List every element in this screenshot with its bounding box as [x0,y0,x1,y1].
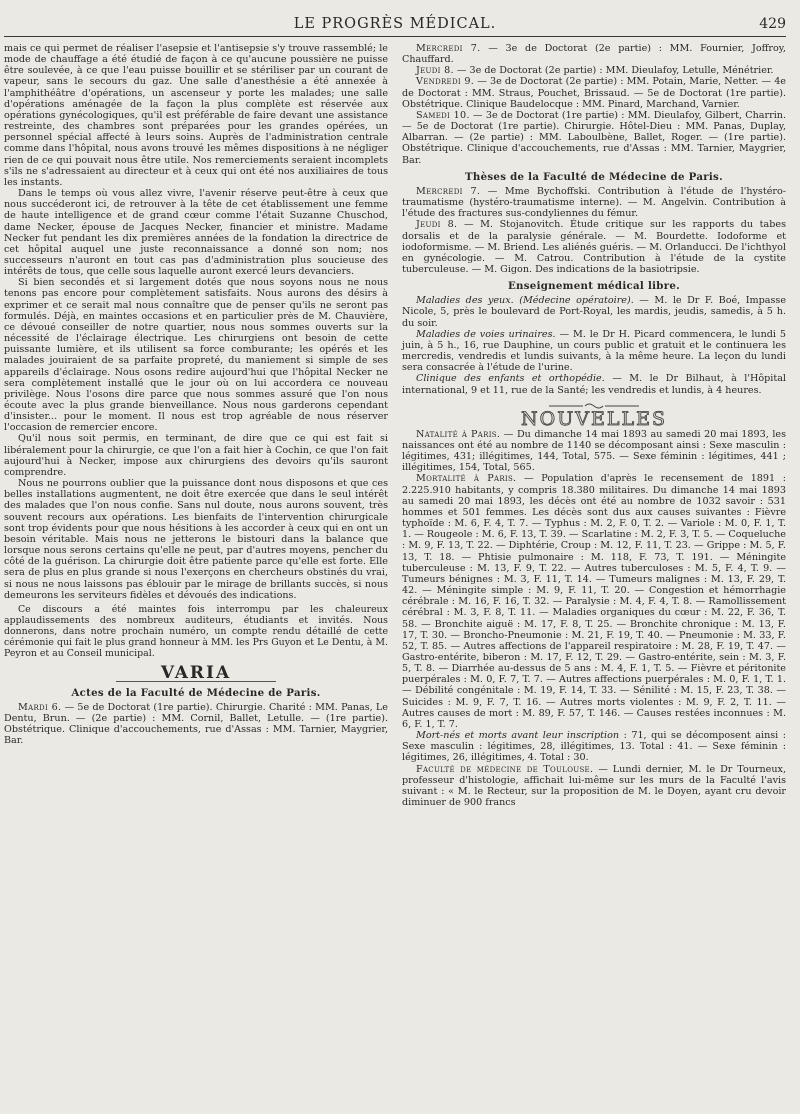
exam-entry [4,702,388,747]
news-text: — Lundi dernier, M. le Dr Tourneux, professeur d'histologie, affichait lui-même sur les murs de la Faculté l'avis suivant : « M. le Recteur, sur la proposition de M. le Doyen, ayant cru devoir diminuer de 900 francs [402,763,786,808]
body-paragraph: Nous ne pourrons oublier que la puissance dont nous disposons et que ces belles installations augmentent, ne doit être exercée que dans le seul intérêt des malades que l'on nous confie. Sans nul doute, nous aurons souvent, très souvent recours aux opérations. Les bienfaits de l'intervention chirurgicale sont trop évidents pour que nous hésitions à les accorder à ceux qui en ont un besoin véritable. Mais nous ne jetterons le bistouri dans la balance que lorsque nous serons certains qu'elle ne peut, par d'autres moyens, pencher du côté de la guérison. La chirurgie doit être patiente parce qu'elle est forte. Elle sera de plus en plus grande si nous l'exerçons en chercheurs obstinés du vrai, si nous ne nous laissons pas éblouir par le mirage de brillants succès, si nous demeurons les serviteurs fidèles et dévoués des indications. [4,478,388,601]
exam-day: Samedi 10. [416,109,470,121]
these-day: Mercredi 7. [416,185,481,197]
closing-note: Ce discours a été maintes fois interrompu par les chaleureux applaudissements des nombreux auditeurs, étudiants et invités. Nous donnerons, dans notre prochain numéro, un compte rendu détaillé de cette cérémonie qui fait le plus grand honneur à MM. les Prs Guyon et Le Dentu, à M. Peyron et au Conseil municipal. [4,603,388,660]
left-column [4,43,388,808]
news-mortalite [402,473,786,730]
body-paragraph: Si bien secondés et si largement dotés que nous soyons nous ne nous tenons pas encore pour complètement satisfaits. Nous aurons des désirs à exprimer et ce serait mal nous connaître que de penser qu'ils ne seront pas formulés. Déjà, en maintes occasions et en particulier près de M. Chauvière, ce dévoué conseiller de notre quartier, nous nous sommes ouverts sur la nécessité de l'éclairage électrique. Les chirurgiens ont besoin de cette puissante lumière, et ils utilisent sa force comburante; les opérés et les malades jouiraient de sa parfaite propreté, du maniement si simple de ses appareils d'éclairage. Nous osons redire aujourd'hui que l'hôpital Necker ne sera complètement installé que le jour où on lui accordera ce nouveau privilège. Nous l'osons dire parce que nous sommes assuré que l'on nous écoute avec la plus grande bienveillance. Nous nous garderons cependant d'insister... pour le moment. Il nous est trop agréable de nous réserver l'occasion de remercier encore. [4,277,388,434]
exam-day: Mardi 6. [18,701,62,713]
course-entry [402,329,786,374]
these-text: — Mme Bychoffski. Contribution à l'étude de l'hystéro-traumatisme (hystéro-traumatisme interne). — M. Angelvin. Contribution à l'étude des fractures sus-condyliennes du fémur. [402,185,786,220]
these-entry [402,219,786,275]
these-text: — M. Stojanovitch. Étude critique sur les rapports du tabes dorsalis et de la paralysie générale. — M. Bourdette. Iodoforme et iodoformisme. — M. Briend. Les aliénés guéris. — M. Orlanducci. De l'ichthyol en gynécologie. — M. Catrou. Contribution à l'étude de la cystite tuberculeuse. — M. Gigon. Des indications de la basiotripsie. [402,219,786,275]
these-entry [402,186,786,219]
course-text: — M. le Dr Bilhaut, à l'Hôpital international, 9 et 11, rue de la Santé; les vendredis et lundis, à 4 heures. [402,373,786,396]
exam-text: — 3e de Doctorat (2e partie) : MM. Dieulafoy, Letulle, Ménétrier. [453,65,774,77]
news-text: — Population d'après le recensement de 1891 : 2.225.910 habitants, y compris 18.380 militaires. Du dimanche 14 mai 1893 au samedi 20 mai 1893, les décès ont été au nombre de 1032 savoir : 531 hommes et 501 femmes. Les décès sont dus aux causes suivantes : Fièvre typhoïde : M. 6, F. 4, T. 7. — Typhus : M. 2, F. 0, T. 2. — Variole : M. 0, F. 1, T. 1. — Rougeole : M. 6, F. 13, T. 39. — Scarlatine : M. 2, F. 3, T. 5. — Coqueluche : M. 9, F. 13, T. 22. — Diphtérie, Croup : M. 12, F. 11, T. 23. — Grippe : M. 5, F. 13, T. 18. — Phtisie pulmonaire : M. 118, F. 73, T. 191. — Méningite tuberculeuse : M. 13, F. 9, T. 22. — Autres tuberculoses : M. 5, F. 4, T. 9. — Tumeurs bénignes : M. 3, F. 11, T. 14. — Tumeurs malignes : M. 13, F. 29, T. 42. — Méningite simple : M. 9, F. 11, T. 20. — Congestion et hémorrhagie cérébrale : M. 16, F. 16, T. 32. — Paralysie : M. 4, F. 4, T. 8. — Ramollissement cérébral : M. 3, F. 8, T. 11. — Maladies organiques du cœur : M. 22, F. 36, T. 58. — Bronchite aiguë : M. 17, F. 8, T. 25. — Bronchite chronique : M. 13, F. 17, T. 30. — Broncho-Pneumonie : M. 21, F. 19, T. 40. — Pneumonie : M. 33, F. 52, T. 85. — Autres affections de l'appareil respiratoire : M. 28, F. 19, T. 47. — Gastro-entérite, biberon : M. 17, F. 12, T. 29. — Gastro-entérite, sein : M. 3, F. 5, T. 8. — Diarrhée au-dessus de 5 ans : M. 4, F. 1, T. 5. — Fièvre et péritonite puerpérales : M. 0, F. 7, T. 7. — Autres affections puerpérales : M. 0, F. 1, T. 1. — Débilité congénitale : M. 19, F. 14, T. 33. — Sénilité : M. 15, F. 23, T. 38. — Suicides : M. 9, F. 7, T. 16. — Autres morts violentes : M. 9, F. 2, T. 11. — Autres causes de mort : M. 89, F. 57, T. 146. — Causes restées inconnues : M. 6, F. 1, T. 7. [402,473,786,730]
nouvelles-heading: NOUVELLES [521,407,667,430]
exam-text: — 3e de Doctorat (1re partie) : MM. Dieulafoy, Gilbert, Charrin. — 5e de Doctorat (1re partie). Chirurgie. Hôtel-Dieu : MM. Panas, Duplay, Albarran. — (2e partie) : MM. Laboulbène, Ballet, Roger. — (1re partie). Obstétrique. Clinique d'accouchements, rue d'Assas : MM. Tarnier, Maygrier, Bar. [402,109,786,166]
exam-text: — 5e de Doctorat (1re partie). Chirurgie. Charité : MM. Panas, Le Dentu, Brun. — (2e partie) : MM. Cornil, Ballet, Letulle. — (1re partie). Obstétrique. Clinique d'accouchements, rue d'Assas : MM. Tarnier, Maygrier, Bar. [4,701,388,747]
news-lead: Mortalité à Paris. [416,473,517,485]
news-text: — Du dimanche 14 mai 1893 au samedi 20 mai 1893, les naissances ont été au nombre de 1140 se décomposant ainsi : Sexe masculin : légitimes, 431; illégitimes, 144, Total, 575. — Sexe féminin : légitimes, 441 ; illégitimes, 154, Total, 565. [402,428,786,474]
exam-entry [402,76,786,109]
news-lead: Faculté de médecine de Toulouse. [416,763,594,775]
exam-day: Jeudi 8. [416,65,454,77]
exam-entry [402,43,786,65]
course-text: — M. le Dr H. Picard commencera, le lundi 5 juin, à 5 h., 16, rue Dauphine, un cours public et gratuit et le continuera les mercredis, vendredis et lundis suivants, à la même heure. La leçon du lundi sera consacrée à l'étude de l'urine. [402,328,787,374]
course-title: Maladies de voies urinaires. [416,328,556,340]
varia-heading: VARIA [160,662,232,683]
news-natalite [402,429,786,474]
page-header [4,10,786,37]
exam-entry [402,110,786,166]
body-paragraph: Dans le temps où vous allez vivre, l'avenir réserve peut-être à ceux que nous succéderont ici, de retrouver à la tête de cet établissement une femme de haute intelligence et de grand cœur comme l'était Suzanne Chuschod, dame Necker, épouse de Jacques Necker, financier et ministre. Madame Necker fut pendant les dix premières années de la fondation la directrice de cet hôpital auquel une juste reconnaissance a donné son nom; nos successeurs n'auront en tout cas pas d'administration plus soucieuse des intérêts de tous, que celle sous laquelle auront exercé leurs devanciers. [4,188,388,278]
news-mort-nes [402,730,786,763]
these-day: Jeudi 8. [416,219,458,231]
news-lead: Mort-nés et morts avant leur inscription [416,730,620,742]
exam-entry [402,65,786,76]
body-paragraph: Qu'il nous soit permis, en terminant, de dire que ce qui est fait si libéralement pour la chirurgie, ce que l'on a fait hier à Cochin, ce que l'on fait aujourd'hui à Necker, impose aux chirurgiens des devoirs qu'ils sauront comprendre. [4,433,388,478]
exam-day: Mercredi 7. [416,43,481,54]
exam-day: Vendredi 9. [416,76,475,88]
exam-text: — 3e de Doctorat (2e partie) : MM. Potain, Marie, Netter. — 4e de Doctorat : MM. Straus, Pouchet, Brissaud. — 5e de Doctorat (1re partie). Obstétrique. Clinique Baudelocque : MM. Pinard, Marchand, Varnier. [402,76,786,110]
body-paragraph: mais ce qui permet de réaliser l'asepsie et l'antisepsie s'y trouve rassemblé; le mode de chauffage a été étudié de façon à ce qu'aucune poussière ne puisse être soulevée, à ce que l'eau puisse bouillir et se stériliser par un courant de vapeur, sans le secours du gaz. Une salle d'anesthésie a été annexée à l'amphithéâtre d'opérations, un ascenseur y porte les malades; une salle d'opérations aménagée de la façon la plus complète est réservée aux opérations gynécologiques, qu'il est préférable de faire devant une assistance restreinte, des chambres sont préparées pour les grandes opérées, un personnel spécial affecté à leurs soins. Auprès de l'administration centrale comme dans l'hôpital, nous avons trouvé les mêmes dispositions à ne négliger rien de ce qui pouvait nous être utile. Nos remerciements seraient incomplets s'ils ne s'adressaient au directeur et à ceux qui ont été nos auxiliaires de tous les instants. [4,43,388,188]
page-number: 429 [759,16,786,32]
course-text: — M. le Dr F. Boé, Impasse Nicole, 5, près le boulevard de Port-Royal, les mardis, jeudis, samedis, à 5 h. du soir. [402,295,787,329]
news-lead: Natalité à Paris. [416,428,501,440]
right-column [402,43,786,808]
course-entry [402,373,786,395]
actes-heading: Actes de la Faculté de Médecine de Paris. [71,686,321,699]
news-faculte-toulouse [402,764,786,809]
enseignement-heading: Enseignement médical libre. [507,280,681,293]
journal-title: LE PROGRÈS MÉDICAL. [293,16,497,32]
theses-heading: Thèses de la Faculté de Médecine de Paris. [465,170,723,183]
course-title: Maladies des yeux. (Médecine opératoire). [416,295,634,307]
course-entry [402,295,786,328]
exam-text: — 3e de Doctorat (2e partie) : MM. Fournier, Joffroy, Chauffard. [402,43,786,66]
course-title: Clinique des enfants et orthopédie. [416,373,605,385]
news-text: : 71, qui se décomposent ainsi : Sexe masculin : légitimes, 28, illégitimes, 13. Total : 41. — Sexe féminin : légitimes, 26, illégitimes, 4. Total : 30. [402,730,786,764]
